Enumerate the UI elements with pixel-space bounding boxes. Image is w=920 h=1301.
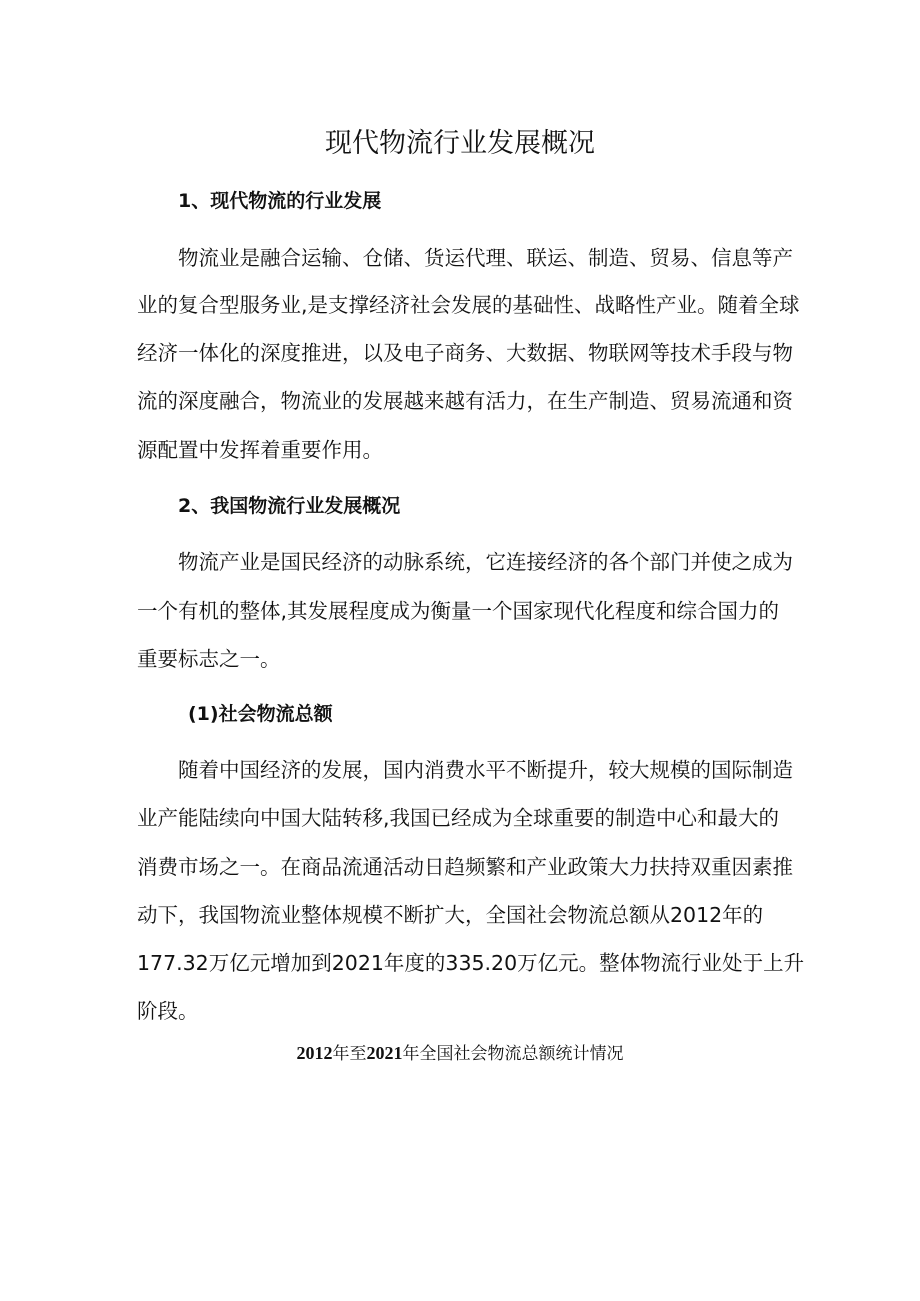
paragraph-line: 经济一体化的深度推进，以及电子商务、大数据、物联网等技术手段与物 [137,341,793,365]
paragraph-line: 业的复合型服务业,是支撑经济社会发展的基础性、战略性产业。随着全球 [137,293,800,317]
paragraph-line: 随着中国经济的发展，国内消费水平不断提升，较大规模的国际制造 [178,758,793,782]
section-heading-2: 2、我国物流行业发展概况 [178,495,401,517]
paragraph-line: 源配置中发挥着重要作用。 [137,438,383,462]
paragraph-line: 物流产业是国民经济的动脉系统，它连接经济的各个部门并使之成为 [178,550,793,574]
paragraph-line: 消费市场之一。在商品流通活动日趋频繁和产业政策大力扶持双重因素推 [137,855,793,879]
paragraph-line: 阶段。 [137,999,199,1023]
caption-year-start: 2012 [296,1043,333,1063]
caption-text-b: 年全国社会物流总额统计情况 [402,1044,624,1064]
paragraph-line: 177.32万亿元增加到2021年度的335.20万亿元。整体物流行业处于上升 [137,951,805,975]
caption-text-a: 年至 [332,1044,367,1064]
paragraph-line: 动下，我国物流业整体规模不断扩大，全国社会物流总额从2012年的 [137,903,764,927]
section-heading-1: 1、现代物流的行业发展 [178,190,382,212]
paragraph-line: 物流业是融合运输、仓储、货运代理、联运、制造、贸易、信息等产 [178,246,793,270]
paragraph-line: 流的深度融合，物流业的发展越来越有活力，在生产制造、贸易流通和资 [137,389,793,413]
paragraph-line: 业产能陆续向中国大陆转移,我国已经成为全球重要的制造中心和最大的 [137,806,780,830]
paragraph-line: 一个有机的整体,其发展程度成为衡量一个国家现代化程度和综合国力的 [137,599,780,623]
caption-year-end: 2021 [366,1043,403,1063]
subsection-heading: (1)社会物流总额 [188,703,333,725]
paragraph-line: 重要标志之一。 [137,647,281,671]
page-title: 现代物流行业发展概况 [325,128,595,159]
table-caption [0,1040,920,1067]
